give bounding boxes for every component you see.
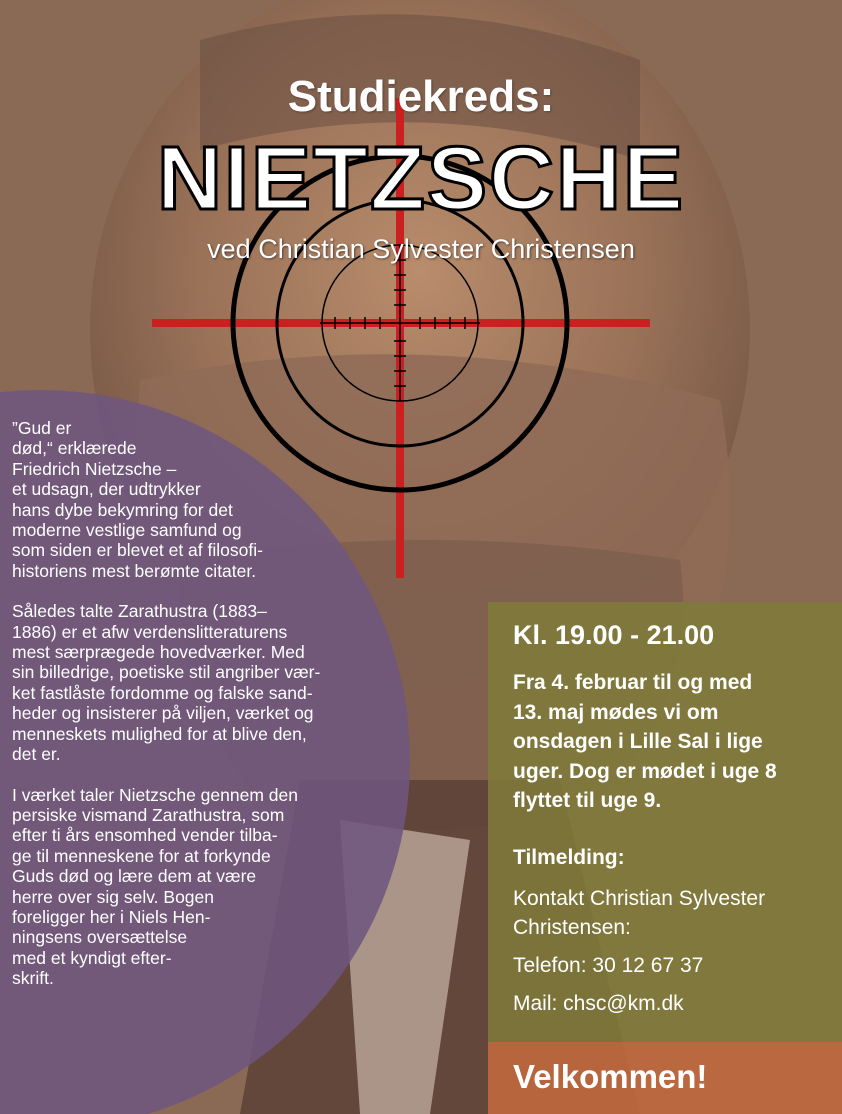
schedule-text: Fra 4. februar til og med 13. maj mødes vi om onsdagen i Lille Sal i lige uger. Dog er mødet i uge 8 flyttet til uge 9.: [513, 671, 777, 812]
pre-title: Studiekreds:: [287, 72, 555, 121]
registration-heading: Tilmelding:: [513, 846, 625, 869]
description-paragraph: Således talte Zarathustra (1883– 1886) er et afw verdenslitteraturens mest særprægede hovedværker. Med sin billedrige, poetiske stil angriber vær- ket fastlåste fordomme og falske sand- heder og insisterer på viljen, værket og menneskets mulighed for at blive den, det er.: [12, 601, 321, 765]
mail-address: Mail: chsc@km.dk: [513, 992, 684, 1015]
registration-text: Kontakt Christian Sylvester Christensen:: [513, 887, 766, 939]
description-text: [12, 418, 372, 1009]
main-title: NIETZSCHE: [156, 129, 686, 229]
welcome-box: [488, 1042, 842, 1114]
meeting-time: Kl. 19.00 - 21.00: [513, 620, 715, 650]
description-paragraph: I værket taler Nietzsche gennem den persiske vismand Zarathustra, som efter ti års ensomhed vender tilba- ge til menneskene for at forkynde Guds død og lære dem at være herre over sig selv. Bogen foreligger her i Niels Hen- ningsens oversættelse med et kyndigt efter- skrift.: [12, 784, 298, 989]
phone-number: Telefon: 30 12 67 37: [513, 954, 704, 977]
description-paragraph: ”Gud er død,“ erklærede Friedrich Nietzsche – et udsagn, der udtrykker hans dybe bekymring for det moderne vestlige samfund og som siden er blevet et af filosofi- historiens mest berømte citater.: [12, 418, 263, 581]
welcome-text: Velkommen!: [513, 1058, 708, 1095]
info-box: [488, 602, 842, 1042]
subtitle: ved Christian Sylvester Christensen: [207, 234, 635, 264]
